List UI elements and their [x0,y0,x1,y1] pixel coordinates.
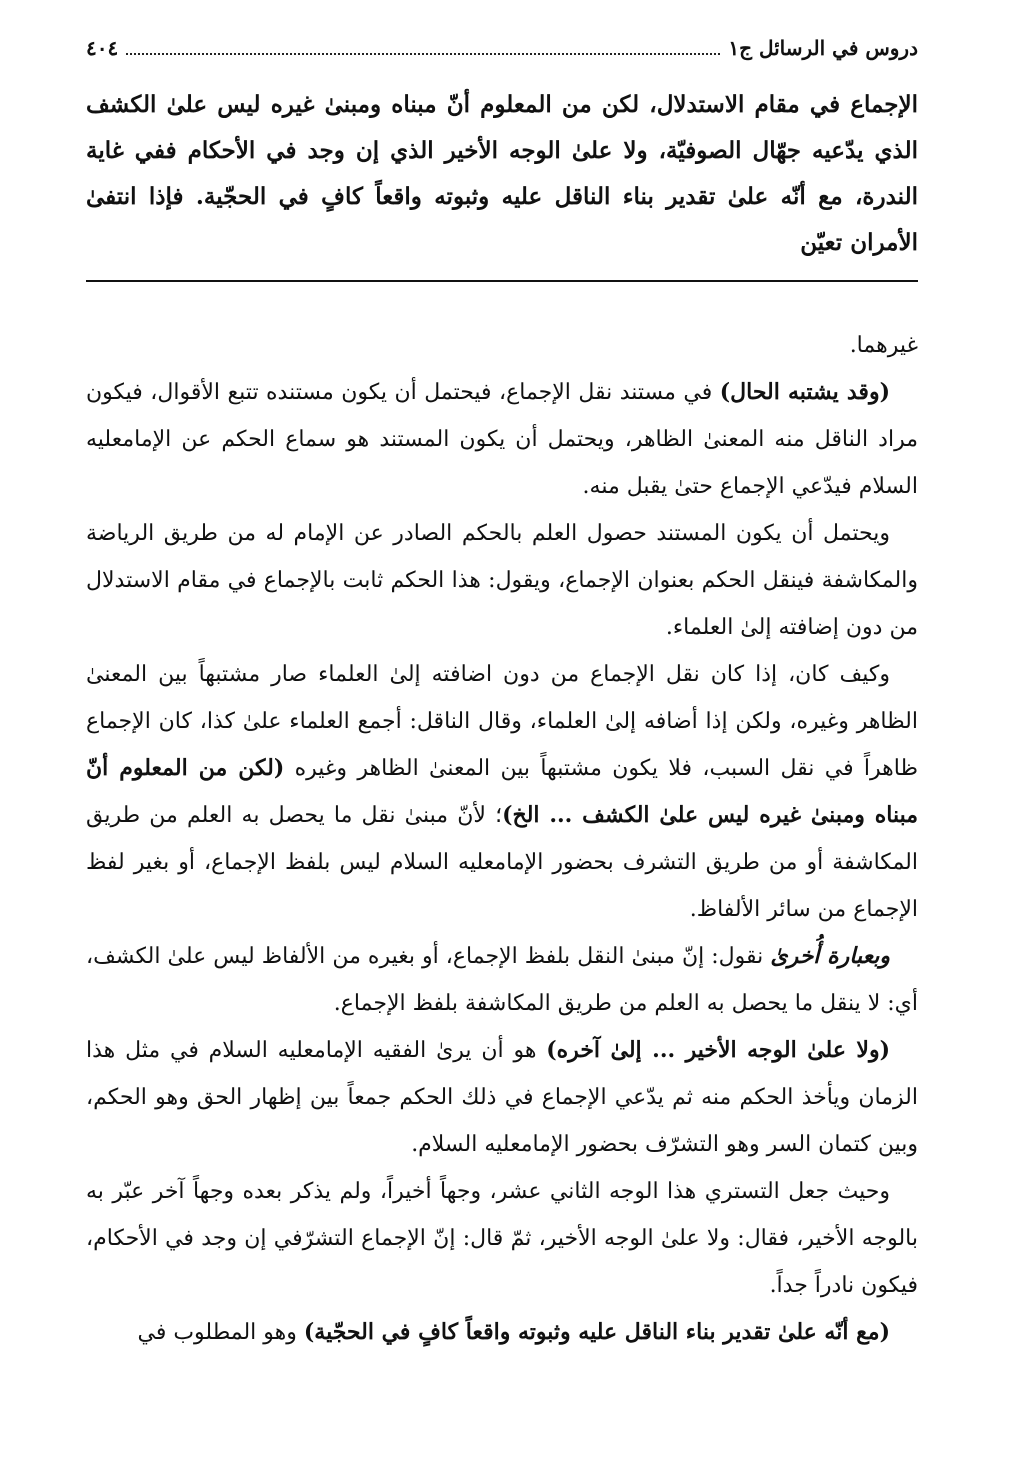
page-number: ٤٠٤ [86,36,119,60]
running-header [86,36,918,82]
header-leader-dots [126,41,720,55]
main-text-block [86,82,918,282]
commentary-paragraph-1: غيرهما. [849,333,918,358]
commentary-paragraph-4: وكيف كان، إذا كان نقل الإجماع من دون اضافته إلىٰ العلماء صار مشتبهاً بين المعنىٰ الظاهر وغيره، ولكن إذا أضافه إلىٰ العلماء، وقال الناقل: أجمع العلماء علىٰ كذا، كان الإجماع ظاهراً في نقل السبب، فلا يكون مشتبهاً بين المعنىٰ الظاهر وغيره (لكن من المعلوم أنّ مبناه ومبنىٰ غيره ليس علىٰ الكشف ... الخ)؛ لأنّ مبنىٰ نقل ما يحصل به العلم من طريق المكاشفة أو من طريق التشرف بحضور الإمامعليه السلام ليس بلفظ الإجماع، أو بغير لفظ الإجماع من سائر الألفاظ. [86,662,919,922]
commentary-paragraph-3: ويحتمل أن يكون المستند حصول العلم بالحكم الصادر عن الإمام له من طريق الرياضة والمكاشفة فينقل الحكم بعنوان الإجماع، ويقول: هذا الحكم ثابت بالإجماع في مقام الاستدلال من دون إضافته إلىٰ العلماء. [86,521,918,640]
commentary-paragraph-5: وبعبارة أُخرىٰ نقول: إنّ مبنىٰ النقل بلفظ الإجماع، أو بغيره من الألفاظ ليس علىٰ الكشف، أي: لا ينقل ما يحصل به العلم من طريق المكاشفة بلفظ الإجماع. [86,943,918,1016]
book-page [86,36,918,1356]
commentary-paragraph-2: (وقد يشتبه الحال) في مستند نقل الإجماع، فيحتمل أن يكون مستنده تتبع الأقوال، فيكون مراد الناقل منه المعنىٰ الظاهر، ويحتمل أن يكون المستند هو سماع الحكم عن الإمامعليه السلام فيدّعي الإجماع حتىٰ يقبل منه. [86,379,918,499]
commentary-block [86,322,918,1356]
commentary-paragraph-7: وحيث جعل التستري هذا الوجه الثاني عشر، وجهاً أخيراً، ولم يذكر بعده وجهاً آخر عبّر به بالوجه الأخير، فقال: ولا علىٰ الوجه الأخير، ثمّ قال: إنّ الإجماع التشرّفي إن وجد في الأحكام، فيكون نادراً جداً. [86,1179,918,1298]
main-text: الإجماع في مقام الاستدلال، لكن من المعلوم أنّ مبناه ومبنىٰ غيره ليس علىٰ الكشف الذي يدّعيه جهّال الصوفيّة، ولا علىٰ الوجه الأخير الذي إن وجد في الأحكام ففي غاية الندرة، مع أنّه علىٰ تقدير بناء الناقل عليه وثبوته واقعاً كافٍ في الحجّية. فإذا انتفىٰ الأمران تعيّن [86,91,918,256]
commentary-paragraph-8: (مع أنّه علىٰ تقدير بناء الناقل عليه وثبوته واقعاً كافٍ في الحجّية) وهو المطلوب في [137,1319,890,1345]
book-title: دروس في الرسائل ج١ [728,36,918,60]
commentary-paragraph-6: (ولا علىٰ الوجه الأخير ... إلىٰ آخره) هو أن يرىٰ الفقيه الإمامعليه السلام في مثل هذا الزمان ويأخذ الحكم منه ثم يدّعي الإجماع في ذلك الحكم جمعاً بين إظهار الحق وهو الحكم، وبين كتمان السر وهو التشرّف بحضور الإمامعليه السلام. [86,1037,918,1157]
